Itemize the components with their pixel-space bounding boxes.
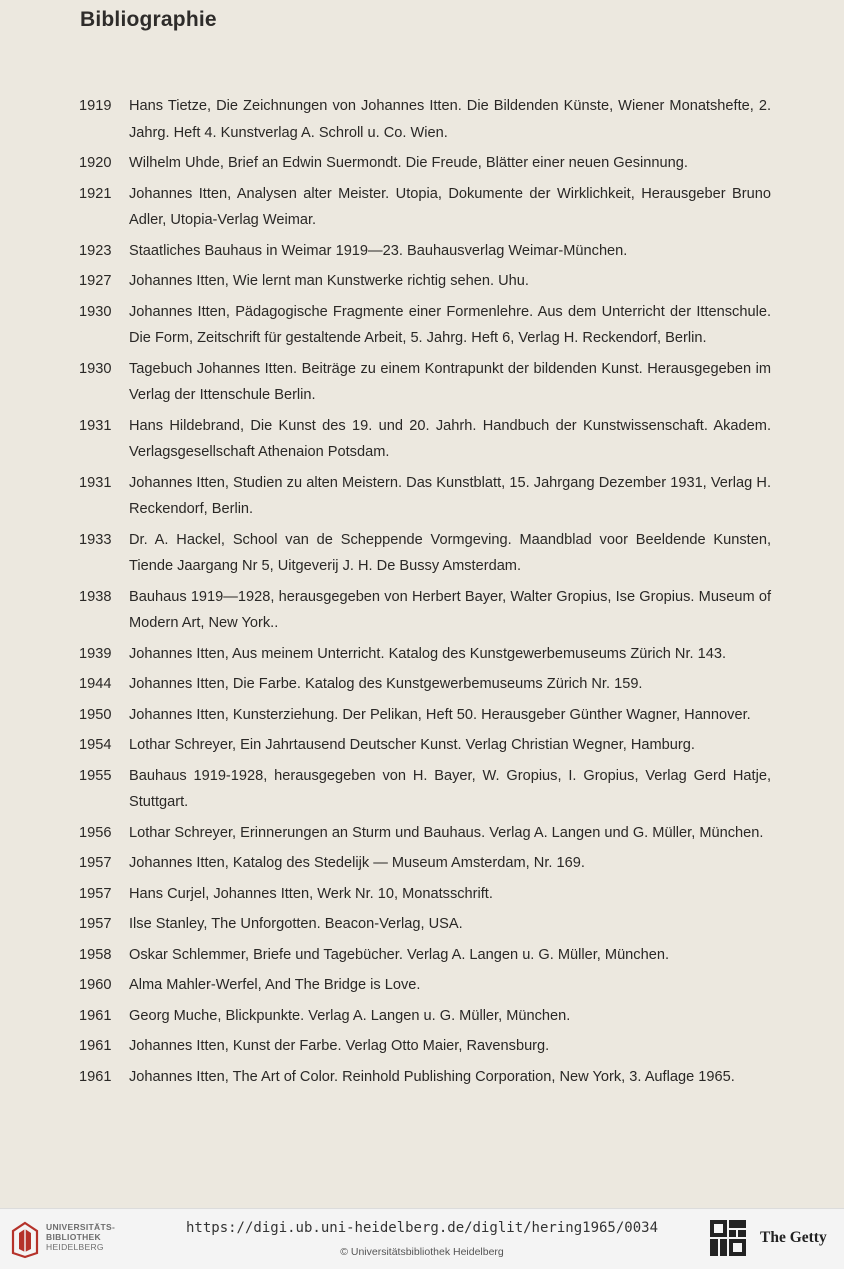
getty-wordmark: The Getty [760,1229,827,1246]
bibliography-entry [0,942,844,969]
entry-year: 1961 [79,1038,112,1054]
bibliography-entry [0,584,844,637]
bibliography-entry [0,671,844,698]
entry-year: 1955 [79,767,112,784]
entry-text: Johannes Itten, The Art of Color. Reinhold Publishing Corporation, New York, 3. Auflage 1965. [129,1068,735,1085]
entry-year: 1957 [79,916,112,932]
entry-year: 1919 [79,98,112,114]
entry-year: 1923 [79,242,112,259]
entry-text: Johannes Itten, Pädagogische Fragmente einer Formenlehre. Aus dem Unterricht der Ittenschule. Die Form, Zeitschrift für gestaltende Arbeit, 5. Jahrg. Heft 6, Verlag H. Reckendorf, Berlin. [129,303,771,346]
entry-year: 1961 [79,1007,112,1024]
entry-text: Johannes Itten, Aus meinem Unterricht. Katalog des Kunstgewerbemuseums Zürich Nr. 143. [129,645,727,662]
bibliography-entry [0,299,844,352]
entry-year: 1931 [79,474,112,491]
entry-text: Hans Curjel, Johannes Itten, Werk Nr. 10, Monatsschrift. [129,885,493,902]
entry-text: Ilse Stanley, The Unforgotten. Beacon-Verlag, USA. [129,916,463,932]
entry-text: Lothar Schreyer, Ein Jahrtausend Deutscher Kunst. Verlag Christian Wegner, Hamburg. [129,737,695,753]
entry-year: 1930 [79,360,112,377]
entry-year: 1944 [79,676,112,692]
bibliography-entry [0,702,844,729]
entry-year: 1939 [79,645,112,662]
bibliography-entry [0,850,844,877]
viewer-footer [0,1208,844,1269]
bibliography-entry [0,527,844,580]
bibliography-entry [0,356,844,409]
bibliography-entry [0,732,844,759]
bibliography-entry [0,763,844,816]
entry-year: 1921 [79,185,112,202]
copyright-notice: © Universitätsbibliothek Heidelberg [340,1246,504,1258]
bibliography-entry [0,1033,844,1060]
bibliography-entry [0,911,844,938]
entry-text: Wilhelm Uhde, Brief an Edwin Suermondt. Die Freude, Blätter einer neuen Gesinnung. [129,155,688,171]
entry-text: Bauhaus 1919-1928, herausgegeben von H. Bayer, W. Gropius, I. Gropius, Verlag Gerd Hatje, Stuttgart. [129,767,771,810]
bibliography-entry [0,820,844,847]
entry-year: 1920 [79,155,112,171]
bibliography-entry [0,470,844,523]
bibliography-entry [0,641,844,668]
bibliography-entry [0,413,844,466]
library-name-line1: UNIVERSITÄTS- [46,1222,116,1232]
entry-text: Johannes Itten, Kunsterziehung. Der Pelikan, Heft 50. Herausgeber Günther Wagner, Hannover. [129,706,751,723]
library-name-line3: HEIDELBERG [46,1242,104,1252]
bibliography-entry [0,181,844,234]
entry-text: Staatliches Bauhaus in Weimar 1919—23. Bauhausverlag Weimar-München. [129,242,628,259]
bibliography-entry [0,881,844,908]
bibliography-entry [0,93,844,146]
entry-text: Dr. A. Hackel, School van de Scheppende Vormgeving. Maandblad voor Beeldende Kunsten, Tiende Jaargang Nr 5, Uitgeverij J. H. De Bussy Amsterdam. [129,531,771,574]
entry-text: Oskar Schlemmer, Briefe und Tagebücher. Verlag A. Langen u. G. Müller, München. [129,946,670,963]
bibliography-entry [0,268,844,295]
entry-text: Johannes Itten, Analysen alter Meister. Utopia, Dokumente der Wirklichkeit, Herausgeber Bruno Adler, Utopia-Verlag Weimar. [129,185,771,228]
entry-text: Bauhaus 1919—1928, herausgegeben von Herbert Bayer, Walter Gropius, Ise Gropius. Museum of Modern Art, New York.. [129,588,771,631]
permalink-url[interactable]: https://digi.ub.uni-heidelberg.de/diglit/hering1965/0034 [185,1220,658,1236]
entry-year: 1938 [79,588,112,605]
getty-logo-icon[interactable] [709,1219,747,1257]
entry-text: Johannes Itten, Kunst der Farbe. Verlag Otto Maier, Ravensburg. [129,1038,550,1054]
entry-year: 1957 [79,885,112,902]
bibliography-entry [0,1064,844,1091]
entry-year: 1956 [79,824,112,841]
entry-text: Tagebuch Johannes Itten. Beiträge zu einem Kontrapunkt der bildenden Kunst. Herausgegeben im Verlag der Ittenschule Berlin. [129,360,771,403]
entry-year: 1931 [79,417,112,434]
entry-text: Alma Mahler-Werfel, And The Bridge is Love. [129,977,421,993]
bibliography-entry [0,972,844,999]
entry-text: Johannes Itten, Die Farbe. Katalog des Kunstgewerbemuseums Zürich Nr. 159. [129,676,643,692]
bibliography-entry [0,238,844,265]
entry-year: 1960 [79,977,112,993]
entry-text: Hans Hildebrand, Die Kunst des 19. und 20. Jahrh. Handbuch der Kunstwissenschaft. Akadem. Verlagsgesellschaft Athenaion Potsdam. [129,417,771,460]
entry-year: 1954 [79,737,112,753]
bibliography-entry [0,150,844,177]
entry-text: Hans Tietze, Die Zeichnungen von Johannes Itten. Die Bildenden Künste, Wiener Monatshefte, 2. Jahrg. Heft 4. Kunstverlag A. Schroll u. Co. Wien. [129,98,771,141]
entry-text: Johannes Itten, Studien zu alten Meistern. Das Kunstblatt, 15. Jahrgang Dezember 1931, Verlag H. Reckendorf, Berlin. [129,474,771,517]
page-heading: Bibliographie [80,8,217,31]
entry-year: 1961 [79,1068,112,1085]
entry-text: Lothar Schreyer, Erinnerungen an Sturm und Bauhaus. Verlag A. Langen und G. Müller, München. [129,824,764,841]
entry-year: 1930 [79,303,112,320]
entry-text: Johannes Itten, Katalog des Stedelijk — Museum Amsterdam, Nr. 169. [129,855,585,871]
entry-year: 1950 [79,706,112,723]
bibliography-list [0,93,844,1094]
entry-year: 1927 [79,273,112,289]
entry-text: Johannes Itten, Wie lernt man Kunstwerke richtig sehen. Uhu. [129,273,529,289]
library-name-line2: BIBLIOTHEK [46,1232,101,1242]
entry-year: 1933 [79,531,112,548]
entry-year: 1957 [79,855,112,871]
entry-text: Georg Muche, Blickpunkte. Verlag A. Langen u. G. Müller, München. [129,1007,571,1024]
bibliography-entry [0,1003,844,1030]
entry-year: 1958 [79,946,112,963]
